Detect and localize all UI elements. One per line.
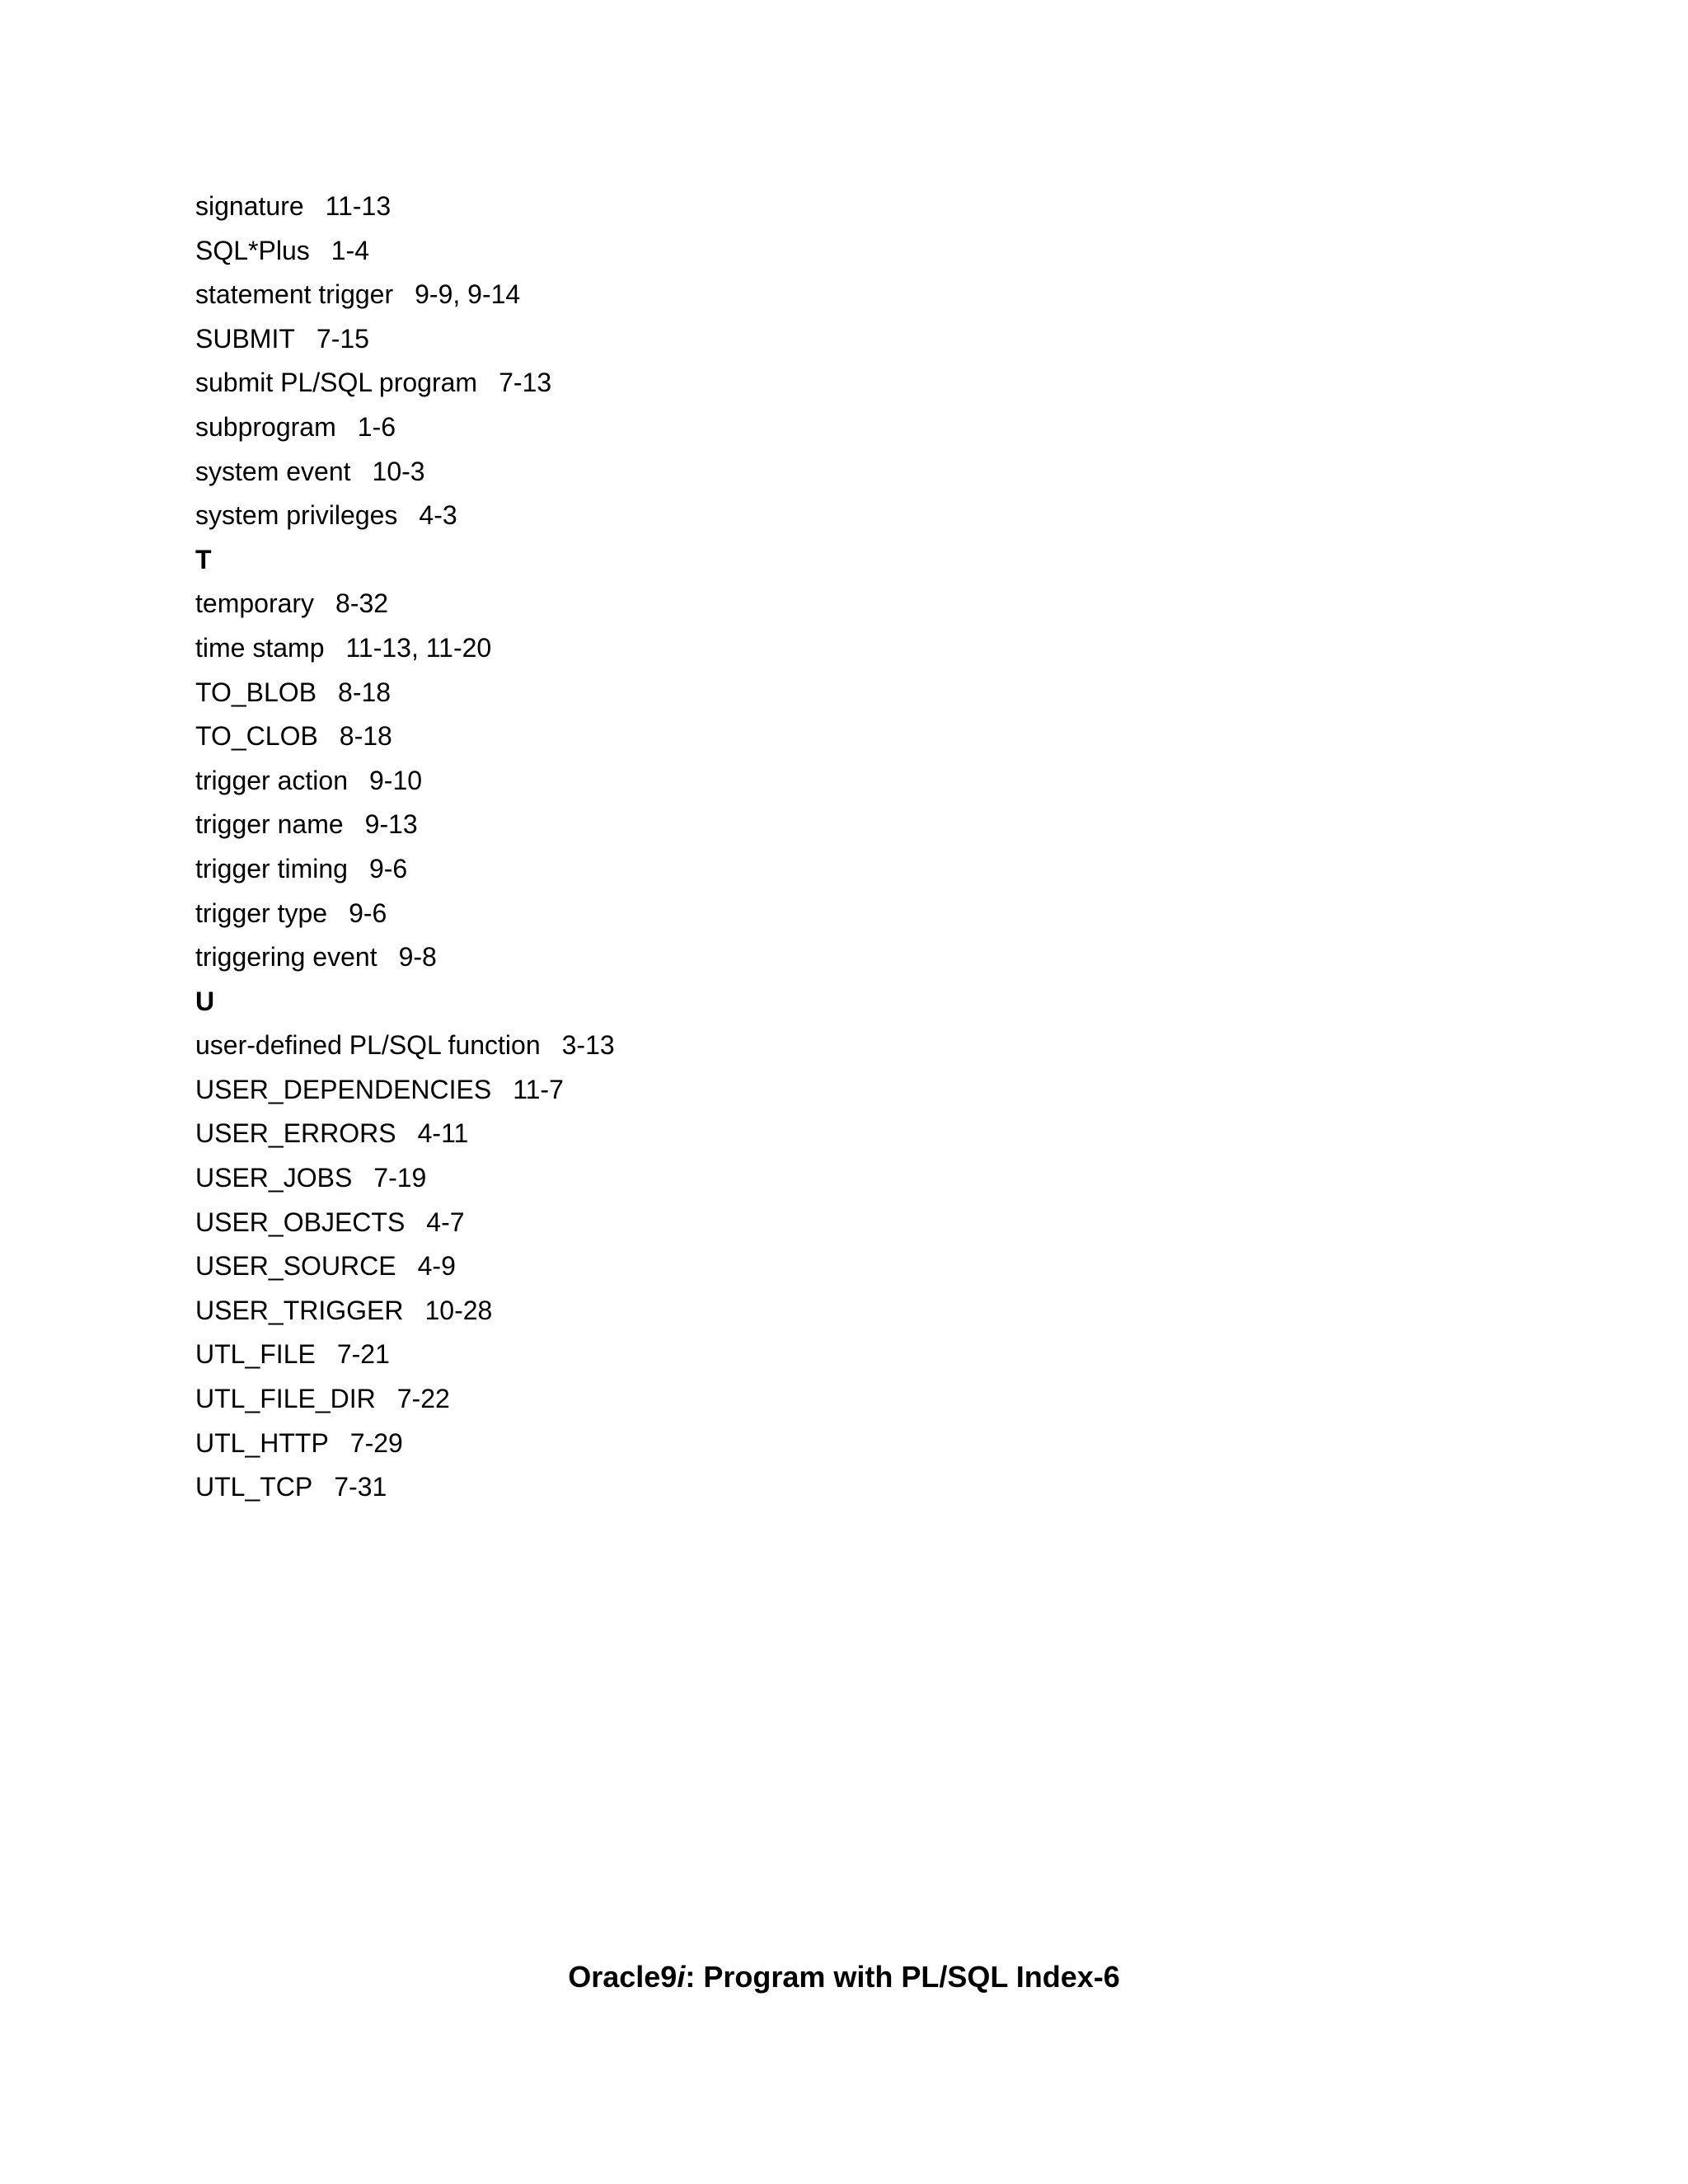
index-entry-pages: 11-7	[513, 1074, 564, 1104]
index-entry-pages: 8-32	[335, 588, 389, 619]
index-entry-term: system privileges	[195, 500, 398, 531]
index-entry	[195, 494, 615, 538]
index-entry-pages: 7-31	[334, 1472, 387, 1502]
index-entry-term: USER_ERRORS	[195, 1118, 396, 1149]
index-entry	[195, 1201, 615, 1245]
index-entry-term: trigger type	[195, 898, 328, 928]
index-entry	[195, 1333, 615, 1377]
index-entry-pages: 9-6	[349, 898, 387, 928]
index-entry-pages: 7-19	[373, 1163, 427, 1193]
index-entry-pages: 10-28	[424, 1295, 493, 1325]
index-entry-term: trigger action	[195, 765, 348, 795]
index-entry	[195, 317, 615, 362]
index-entry	[195, 185, 615, 229]
index-entry-term: UTL_FILE_DIR	[195, 1384, 376, 1414]
index-entry	[195, 671, 615, 715]
index-entry-term: trigger name	[195, 809, 344, 840]
index-entry-pages: 7-29	[349, 1427, 403, 1458]
index-entry-term: TO_CLOB	[195, 721, 318, 752]
index-entry	[195, 803, 615, 847]
index-entry-term: temporary	[195, 588, 315, 619]
index-entry-term: USER_DEPENDENCIES	[195, 1074, 492, 1104]
index-letter-heading: T	[195, 544, 212, 574]
index-entry-term: USER_OBJECTS	[195, 1207, 406, 1237]
index-entry	[195, 1244, 615, 1289]
footer-product: Oracle9	[568, 1960, 678, 1994]
index-entry-pages: 4-3	[419, 500, 457, 531]
index-entry-term: statement trigger	[195, 279, 394, 310]
index-entry	[195, 450, 615, 494]
index-entry-pages: 4-9	[417, 1251, 456, 1282]
index-entry-term: submit PL/SQL program	[195, 368, 478, 398]
index-entry-term: UTL_TCP	[195, 1472, 313, 1502]
index-entry-term: system event	[195, 456, 351, 486]
index-entry	[195, 759, 615, 804]
index-entry-pages: 8-18	[339, 721, 392, 752]
index-entry	[195, 1289, 615, 1333]
index-entry-pages: 9-10	[368, 765, 423, 795]
index-entry-term: USER_TRIGGER	[195, 1295, 404, 1325]
index-entry-pages: 7-15	[316, 323, 369, 354]
index-entry	[195, 361, 615, 405]
index-entry	[195, 847, 615, 892]
page-footer	[0, 1959, 1688, 1995]
index-entry-pages: 4-7	[426, 1207, 465, 1237]
index-entry	[195, 626, 615, 671]
index-entry-term: SUBMIT	[195, 323, 295, 354]
index-entry-pages: 10-3	[372, 456, 425, 486]
index-entry-term: subprogram	[195, 411, 336, 442]
index-entry	[195, 405, 615, 450]
index-entry-term: time stamp	[195, 632, 325, 663]
footer-product-suffix: i	[677, 1960, 686, 1994]
footer-title: : Program with PL/SQL Index-6	[685, 1960, 1120, 1994]
index-entry-pages: 7-22	[396, 1384, 450, 1414]
index-entry-pages: 11-13	[325, 191, 392, 221]
index-entry	[195, 892, 615, 936]
index-entry	[195, 229, 615, 274]
index-entry	[195, 935, 615, 980]
index-entry-pages: 9-8	[398, 942, 437, 972]
index-entry-term: UTL_FILE	[195, 1339, 316, 1370]
index-entry-term: USER_SOURCE	[195, 1251, 396, 1282]
index-entry	[195, 715, 615, 759]
index-entry-pages: 9-9, 9-14	[415, 279, 521, 310]
index-entry	[195, 1112, 615, 1156]
index-entry	[195, 1156, 615, 1201]
index-entry-pages: 4-11	[417, 1118, 469, 1149]
index-entry-term: user-defined PL/SQL function	[195, 1030, 541, 1061]
index-entry-pages: 9-6	[368, 853, 408, 883]
index-entry-pages: 7-21	[336, 1339, 390, 1370]
index-entry-term: signature	[195, 191, 304, 221]
index-entry-pages: 1-4	[331, 235, 369, 265]
index-entry-term: TO_BLOB	[195, 677, 317, 707]
index-entry	[195, 1068, 615, 1113]
index-entry	[195, 273, 615, 317]
index-entry-term: trigger timing	[195, 853, 348, 883]
index-entry-term: triggering event	[195, 942, 377, 972]
index-entry	[195, 1024, 615, 1068]
index-entry-pages: 1-6	[357, 411, 396, 442]
index-entry	[195, 1377, 615, 1422]
index-entry-pages: 7-13	[499, 368, 552, 398]
index-entry-pages: 9-13	[364, 809, 418, 840]
index-entry-term: SQL*Plus	[195, 235, 310, 265]
index-list	[195, 185, 615, 1510]
index-entry-term: UTL_HTTP	[195, 1427, 329, 1458]
index-entry-term: USER_JOBS	[195, 1163, 353, 1193]
index-entry	[195, 1465, 615, 1510]
index-entry	[195, 582, 615, 626]
index-entry-pages: 11-13, 11-20	[345, 632, 492, 663]
index-entry-pages: 3-13	[561, 1030, 615, 1061]
index-entry	[195, 1422, 615, 1466]
index-letter-heading: U	[195, 986, 215, 1016]
index-entry-pages: 8-18	[338, 677, 392, 707]
